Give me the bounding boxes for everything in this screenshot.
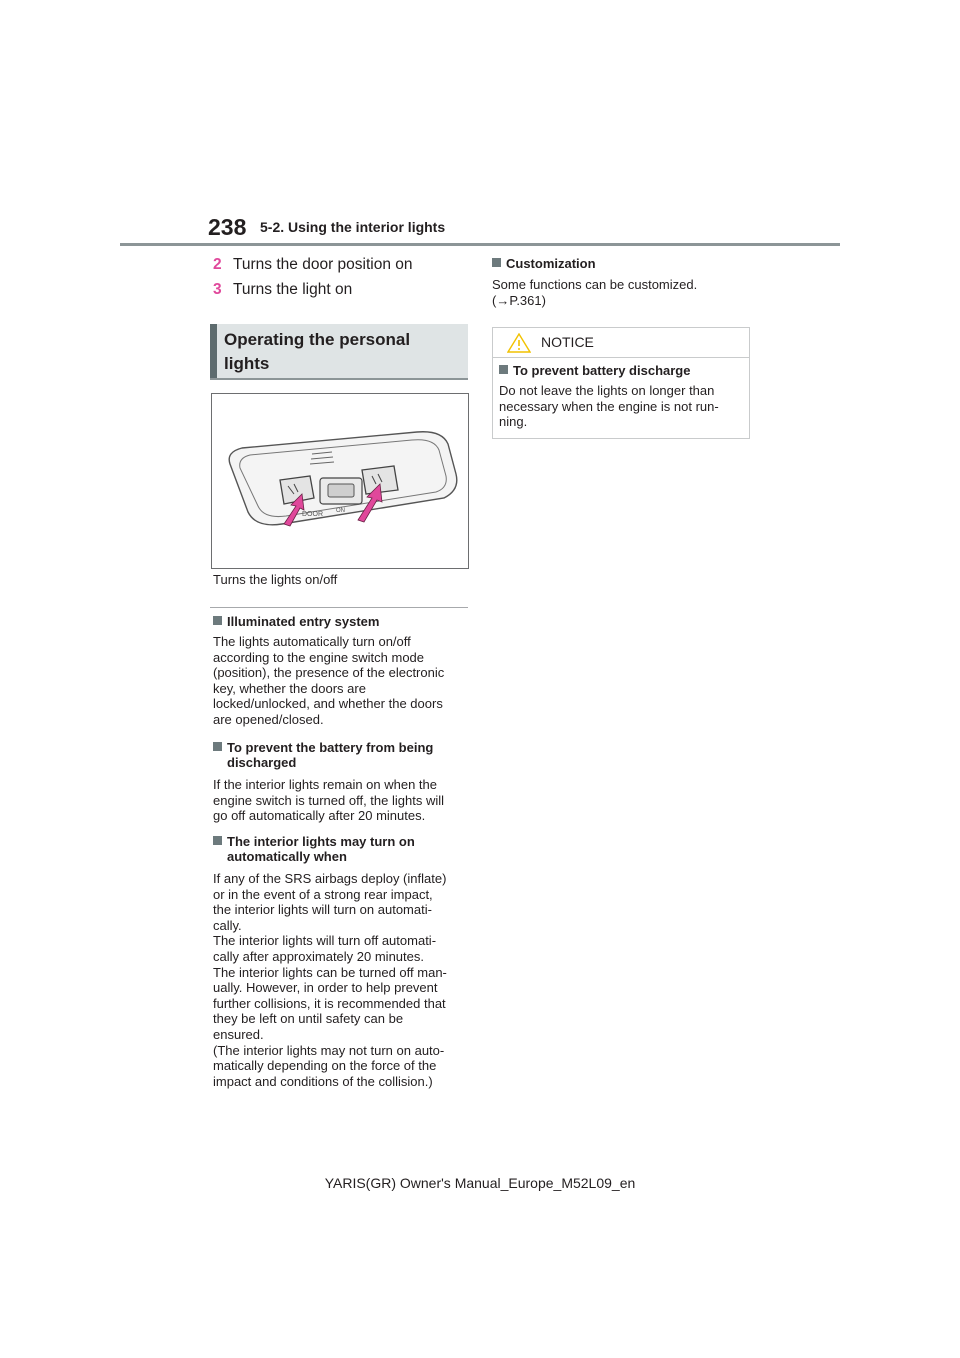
note-body: If any of the SRS airbags deploy (inflate) or in the event of a strong rear impact, the interior lights will turn on automati- cally. The interior lights will turn off automati- cally after approximately 20 minutes. The interior lights can be turned off man- ually. However, in order to help prevent further collisions, it is recommended that they be left on until safety can be ensured. (The interior lights may not turn on auto- matically depending on the force of the impact and conditions of the collision.) (213, 871, 447, 1089)
caption-divider (210, 607, 468, 608)
page-footer: YARIS(GR) Owner's Manual_Europe_M52L09_en (324, 1175, 636, 1191)
square-bullet-icon (492, 258, 501, 267)
square-bullet-icon (213, 616, 222, 625)
notice-heading: To prevent battery discharge (499, 363, 743, 378)
square-bullet-icon (213, 836, 222, 845)
step-item (213, 256, 413, 274)
note-heading: The interior lights may turn on automatically when (213, 834, 469, 864)
step-number: 2 (213, 256, 222, 273)
personal-lights-figure (211, 393, 469, 569)
note-heading: To prevent the battery from being discharged (213, 740, 469, 770)
header-divider (120, 243, 840, 246)
section-title: 5-2. Using the interior lights (260, 219, 446, 235)
overhead-console-illustration (212, 394, 468, 568)
square-bullet-icon (499, 365, 508, 374)
step-text: Turns the light on (233, 281, 353, 298)
warning-triangle-icon (507, 333, 531, 353)
notice-body: Do not leave the lights on longer than necessary when the engine is not run- ning. (499, 383, 719, 430)
page-number: 238 (208, 214, 247, 240)
step-item (213, 281, 352, 299)
step-text: Turns the door position on (233, 256, 413, 273)
notice-label: NOTICE (541, 334, 594, 350)
section-heading-personal-lights (210, 324, 468, 380)
customization-body: Some functions can be customized. (→P.361) (492, 277, 698, 308)
notice-header (493, 328, 749, 358)
square-bullet-icon (213, 742, 222, 751)
heading-line: Operating the personal (224, 330, 411, 349)
heading-line: lights (224, 354, 270, 373)
on-label: ON (336, 508, 345, 514)
step-number: 3 (213, 281, 222, 298)
door-label: DOOR (302, 511, 323, 518)
figure-caption: Turns the lights on/off (213, 572, 338, 587)
heading-accent-bar (210, 324, 217, 378)
notice-box (492, 327, 750, 439)
note-body: The lights automatically turn on/off according to the engine switch mode (position), the presence of the electronic key, whether the doors are locked/unlocked, and whether the doors are opened/closed. (213, 634, 445, 727)
note-heading: Illuminated entry system (213, 614, 469, 629)
customization-heading: Customization (492, 256, 596, 271)
section-heading-text (224, 328, 410, 376)
note-body: If the interior lights remain on when the engine switch is turned off, the lights will go off automatically after 20 minutes. (213, 777, 444, 824)
